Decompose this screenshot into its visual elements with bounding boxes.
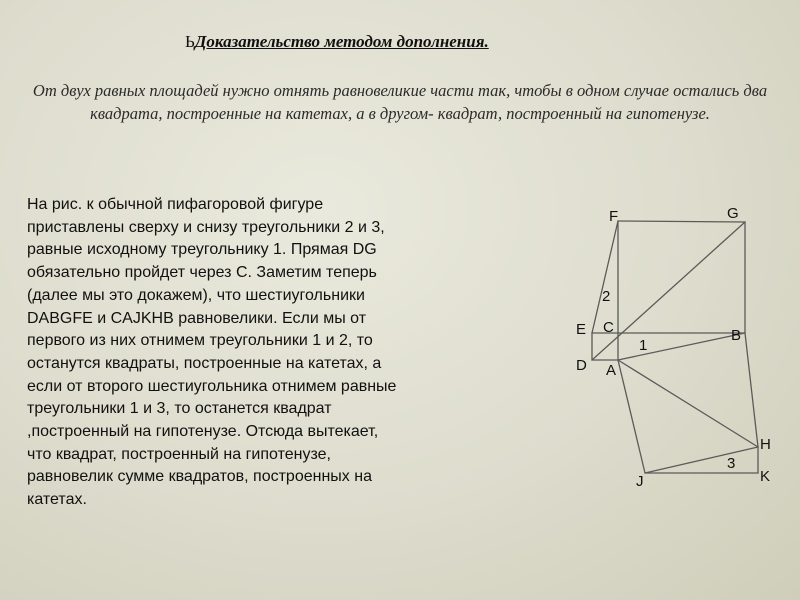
body-line: приставлены сверху и снизу треугольники 2 и 3, <box>27 218 385 236</box>
label-b: B <box>731 327 742 344</box>
segment-jh <box>645 447 758 473</box>
label-j: J <box>636 473 644 490</box>
title-bullet: Ь <box>185 32 195 51</box>
segment-bh <box>745 333 758 447</box>
body-line: катетах. <box>27 491 87 509</box>
body-line: что квадрат, построенный на гипотенузе, <box>27 445 331 463</box>
segment-ah <box>618 360 758 447</box>
body-line: (далее мы это докажем), что шестиугольники <box>27 286 365 304</box>
body-line: равновелик сумме квадратов, построенных на <box>27 468 372 486</box>
body-line: останутся квадраты, построенные на катетах, а <box>27 354 382 372</box>
label-d: D <box>576 357 587 374</box>
label-h: H <box>760 436 771 453</box>
label-a: A <box>606 362 617 379</box>
triangle-number-3: 3 <box>727 455 736 472</box>
segment-aj <box>618 360 645 473</box>
segment-dg <box>592 222 745 360</box>
triangle-number-1: 1 <box>639 337 648 354</box>
body-line: ,построенный на гипотенузе. Отсюда вытекает, <box>27 423 379 441</box>
body-line: если от второго шестиугольника отнимем равные <box>27 377 397 395</box>
label-g: G <box>727 205 739 222</box>
label-e: E <box>576 321 587 338</box>
body-line: DABGFE и CAJKHB равновелики. Если мы от <box>27 309 367 327</box>
body-line: треугольники 1 и 3, то останется квадрат <box>27 400 332 418</box>
label-k: K <box>760 468 771 485</box>
title-text: Доказательство методом дополнения. <box>194 32 489 51</box>
figure-lines <box>592 221 758 473</box>
label-c: C <box>603 319 614 336</box>
body-line: первого из них отнимем треугольники 1 и 2, то <box>27 332 373 350</box>
segment-ab <box>618 333 745 360</box>
slide-subtitle: От двух равных площадей нужно отнять равновеликие части так, чтобы в одном случае остались два квадрата, построенные на катетах, а в другом- квадрат, построенный на гипотенузе. <box>32 81 768 123</box>
body-line: равные исходному треугольнику 1. Прямая DG <box>27 241 377 259</box>
segment-fe <box>592 221 618 333</box>
triangle-number-2: 2 <box>602 288 611 305</box>
body-line: обязательно пройдет через С. Заметим теперь <box>27 264 377 282</box>
body-line: На рис. к обычной пифагоровой фигуре <box>27 196 324 213</box>
segment-fg <box>618 221 745 222</box>
label-f: F <box>609 208 619 225</box>
